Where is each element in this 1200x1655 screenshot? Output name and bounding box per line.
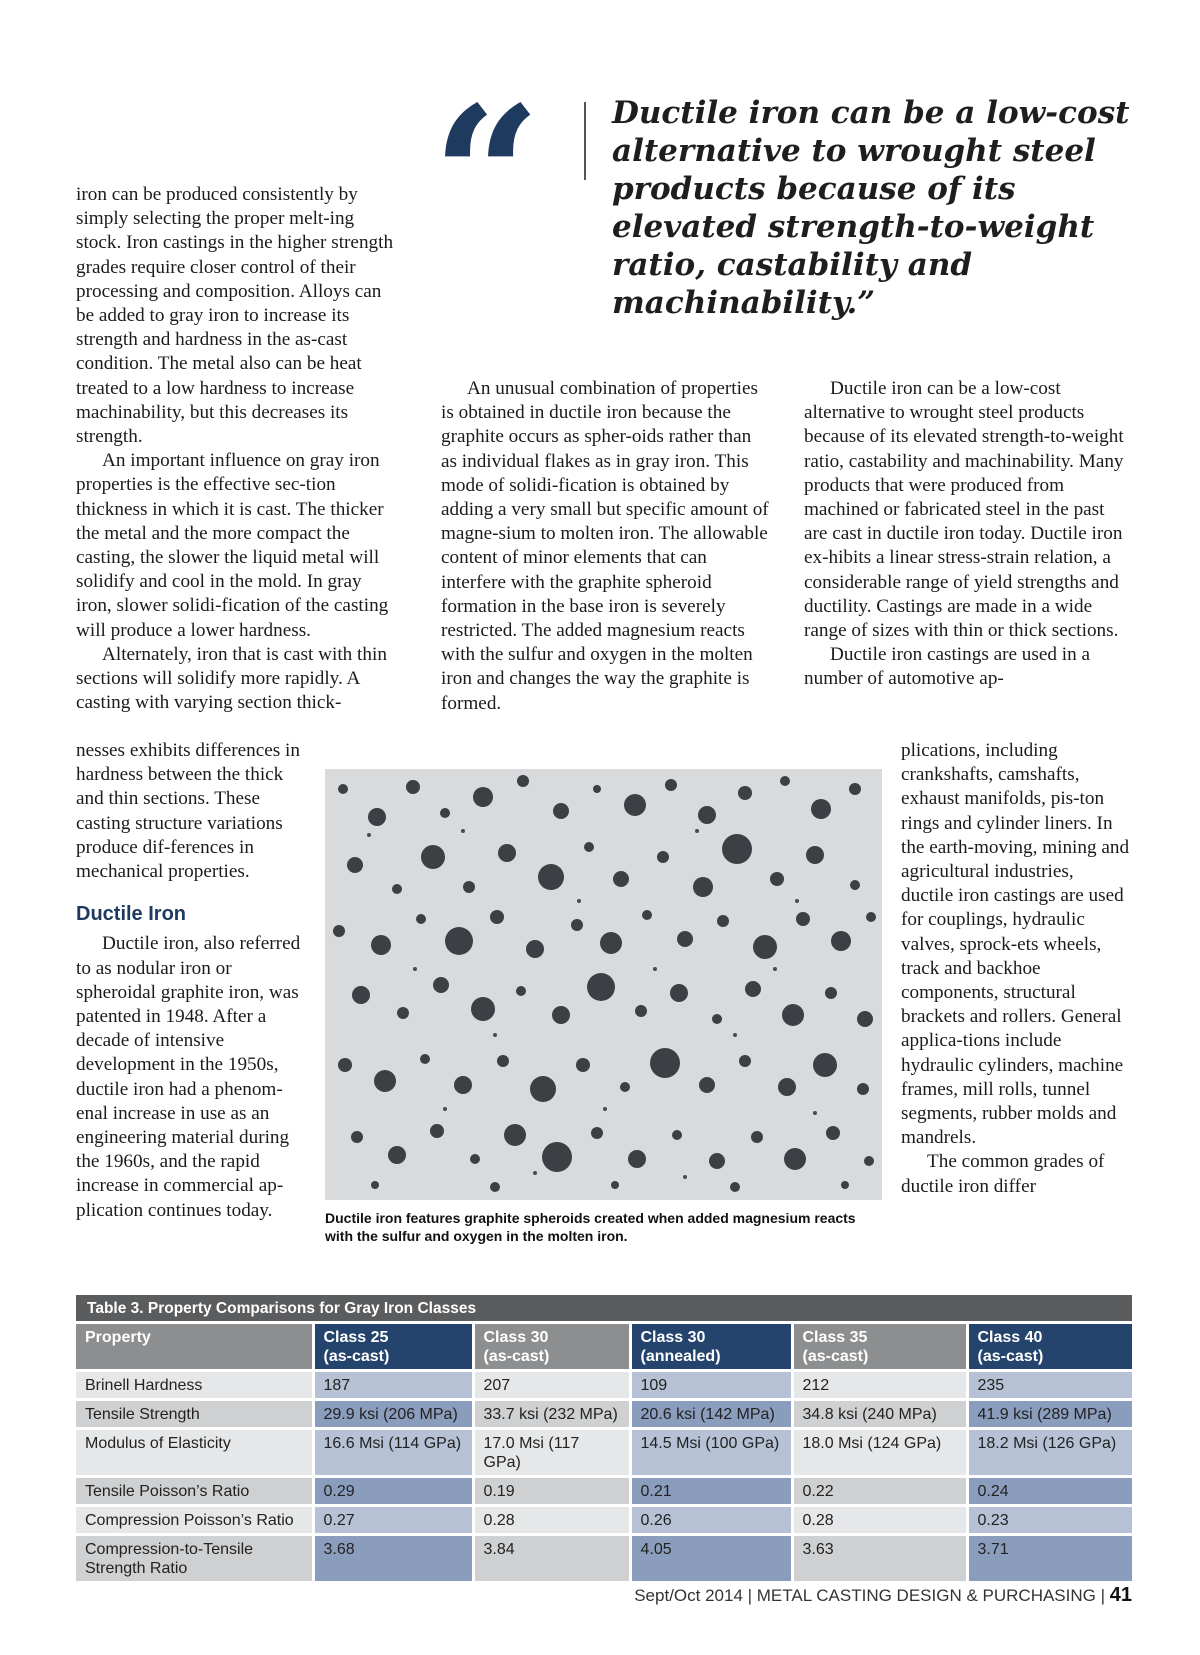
table-cell: 3.84 — [473, 1535, 630, 1583]
paragraph: plications, including crankshafts, camshafts, exhaust manifolds, pis-ton rings and cylinder liners. In the earth-moving, mining and agricultural industries, ductile iron castings are used for couplings, hydraulic valves, sprock-ets wheels, track and backhoe components, structural brackets and rollers. General applica-tions include hydraulic cylinders, machine frames, mill rolls, tunnel segments, rubber molds and mandrels. — [901, 740, 1130, 1149]
table-cell: 0.28 — [792, 1506, 967, 1535]
page-footer — [634, 1584, 1132, 1607]
table-cell: Modulus of Elasticity — [76, 1429, 313, 1477]
table-row — [76, 1371, 1132, 1400]
table-cell: 0.26 — [630, 1506, 792, 1535]
table-cell: 14.5 Msi (100 GPa) — [630, 1429, 792, 1477]
table-cell: 0.19 — [473, 1477, 630, 1506]
table-cell: 3.71 — [967, 1535, 1132, 1583]
table-header-row — [76, 1323, 1132, 1371]
quote-divider — [584, 102, 586, 180]
table-cell: 3.63 — [792, 1535, 967, 1583]
table-cell: Compression Poisson’s Ratio — [76, 1506, 313, 1535]
table-cell: 4.05 — [630, 1535, 792, 1583]
table-cell: 212 — [792, 1371, 967, 1400]
table-cell: 0.22 — [792, 1477, 967, 1506]
issue-line: Sept/Oct 2014 | METAL CASTING DESIGN & PURCHASING | — [634, 1586, 1106, 1605]
paragraph: iron can be produced consistently by simply selecting the proper melt-ing stock. Iron castings in the higher strength grades require closer control of their processing and composition. Alloys can be added to gray iron to increase its strength and hardness in the as-cast condition. The metal also can be heat treated to a low hardness to increase machinability, but this decreases its strength. — [76, 184, 394, 448]
paragraph: An important influence on gray iron properties is the effective sec-tion thickness in which it is cast. The thicker the metal and the more compact the casting, the slower the liquid metal will solidify and cool in the mold. In gray iron, slower solidi-fication of the casting will produce a lower hardness. — [76, 450, 389, 641]
paragraph: Ductile iron, also referred to as nodular iron or spheroidal graphite iron, was patented in 1948. After a decade of intensive development in the 1950s, ductile iron had a phenom-enal increase in use as an engineering material during the 1960s, and the rapid increase in commercial ap-plication continues today. — [76, 933, 301, 1221]
table-cell: 0.29 — [313, 1477, 473, 1506]
quote-mark-icon: “ — [432, 82, 542, 202]
graphite-spheroids-illustration — [325, 769, 882, 1200]
table-row — [76, 1429, 1132, 1477]
table-cell: 33.7 ksi (232 MPa) — [473, 1400, 630, 1429]
table-cell: 18.0 Msi (124 GPa) — [792, 1429, 967, 1477]
table-cell: 0.28 — [473, 1506, 630, 1535]
column-header: Class 30 (annealed) — [630, 1323, 792, 1371]
section-heading: Ductile Iron — [76, 903, 187, 926]
column-header: Class 35 (as-cast) — [792, 1323, 967, 1371]
table-cell: 41.9 ksi (289 MPa) — [967, 1400, 1132, 1429]
column-header: Class 25 (as-cast) — [313, 1323, 473, 1371]
column-1-top — [76, 183, 402, 715]
table-cell: 18.2 Msi (126 GPa) — [967, 1429, 1132, 1477]
column-3-narrow — [901, 739, 1130, 1199]
table-title: Table 3. Property Comparisons for Gray Iron Classes — [76, 1295, 1132, 1323]
table-row — [76, 1400, 1132, 1429]
table-cell: 0.21 — [630, 1477, 792, 1506]
table-cell: Compression-to-Tensile Strength Ratio — [76, 1535, 313, 1583]
table-cell: Brinell Hardness — [76, 1371, 313, 1400]
table-cell: 235 — [967, 1371, 1132, 1400]
table-cell: 20.6 ksi (142 MPa) — [630, 1400, 792, 1429]
figure-caption: Ductile iron features graphite spheroids created when added magnesium reacts with the sulfur and oxygen in the molten iron. — [325, 1210, 856, 1244]
column-3-top — [804, 377, 1130, 692]
column-header: Property — [76, 1323, 313, 1371]
table-cell: Tensile Poisson’s Ratio — [76, 1477, 313, 1506]
table-cell: 109 — [630, 1371, 792, 1400]
column-header: Class 40 (as-cast) — [967, 1323, 1132, 1371]
table-cell: 16.6 Msi (114 GPa) — [313, 1429, 473, 1477]
table-title-row — [76, 1295, 1132, 1323]
table-cell: 34.8 ksi (240 MPa) — [792, 1400, 967, 1429]
paragraph: Alternately, iron that is cast with thin sections will solidify more rapidly. A casting with varying section thick- — [76, 643, 387, 714]
table-row — [76, 1535, 1132, 1583]
table-row — [76, 1477, 1132, 1506]
table-cell: 17.0 Msi (117 GPa) — [473, 1429, 630, 1477]
table-cell: 187 — [313, 1371, 473, 1400]
table-cell: 29.9 ksi (206 MPa) — [313, 1400, 473, 1429]
table-cell: 0.23 — [967, 1506, 1132, 1535]
column-2 — [441, 377, 771, 716]
paragraph: nesses exhibits differences in hardness between the thick and thin sections. These casting structure variations produce dif-ferences in mechanical properties. — [76, 740, 300, 883]
micrograph-image — [325, 769, 882, 1200]
paragraph: The common grades of ductile iron differ — [901, 1151, 1105, 1197]
paragraph: Ductile iron can be a low-cost alternative to wrought steel products because of its elevated strength-to-weight ratio, castability and machinability. Many products that were produced from machined or fabricated steel in the past are cast in ductile iron today. Ductile iron ex-hibits a linear stress-strain relation, a considerable range of yield strengths and ductility. Castings are made in a wide range of sizes with thin or thick sections. — [804, 378, 1124, 642]
table-cell: 0.24 — [967, 1477, 1132, 1506]
pull-quote: Ductile iron can be a low-cost alternative to wrought steel products because of its elevated strength-to-weight ratio, castability and machinability.” — [612, 95, 1130, 321]
page-number: 41 — [1109, 1584, 1132, 1606]
table-cell: Tensile Strength — [76, 1400, 313, 1429]
table-cell: 207 — [473, 1371, 630, 1400]
table-cell: 3.68 — [313, 1535, 473, 1583]
column-header: Class 30 (as-cast) — [473, 1323, 630, 1371]
paragraph: An unusual combination of properties is obtained in ductile iron because the graphite occurs as spher-oids rather than as individual flakes as in gray iron. This mode of solidi-fication is obtained by adding a very small but specific amount of magne-sium to molten iron. The allowable content of minor elements that can interfere with the graphite spheroid formation in the base iron is severely restricted. The added magnesium reacts with the sulfur and oxygen in the molten iron and changes the way the graphite is formed. — [441, 378, 769, 714]
table-row — [76, 1506, 1132, 1535]
property-comparison-table — [76, 1295, 1132, 1584]
property-table-wrapper — [76, 1295, 1132, 1584]
paragraph: Ductile iron castings are used in a number of automotive ap- — [804, 644, 1091, 690]
table-cell: 0.27 — [313, 1506, 473, 1535]
column-1-narrow — [76, 739, 304, 1223]
